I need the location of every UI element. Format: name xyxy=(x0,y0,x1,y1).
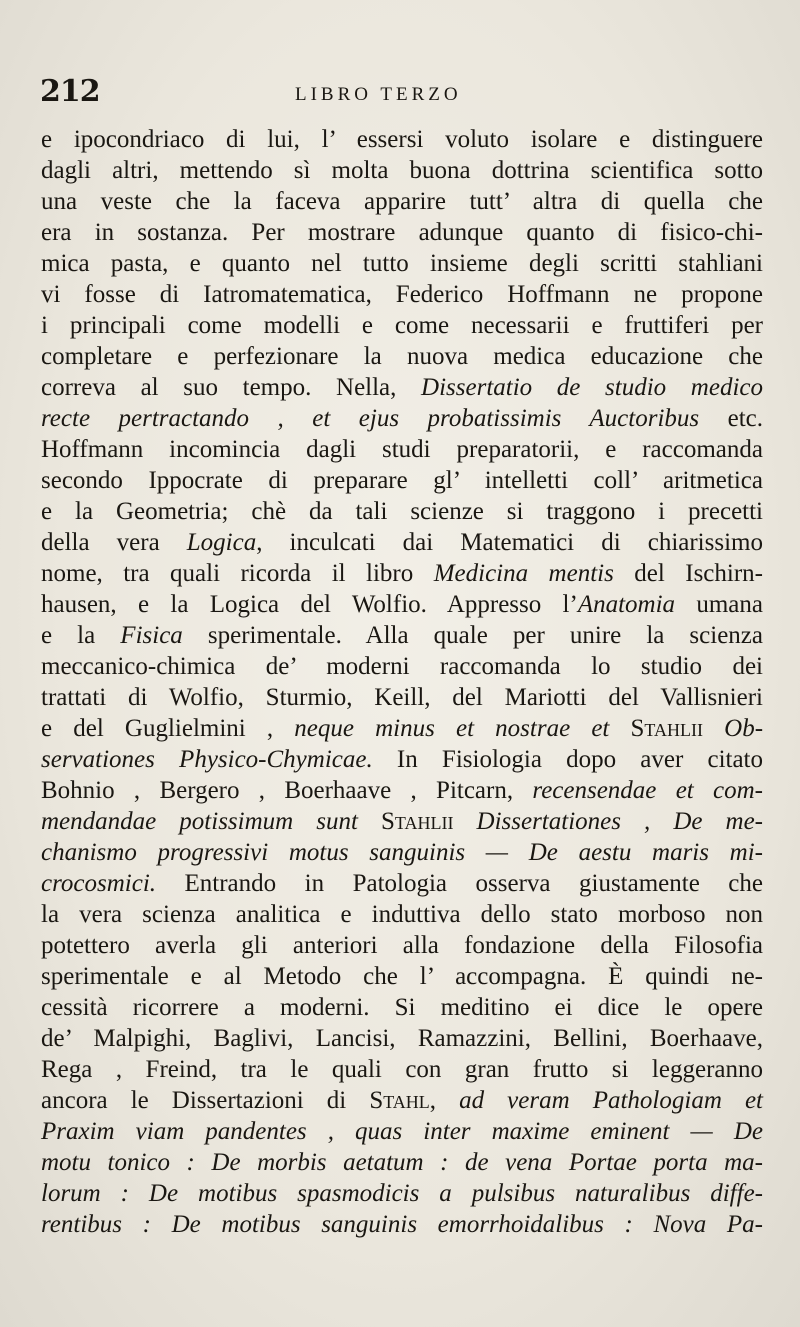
text-line xyxy=(41,837,763,868)
text-span: Rega , Freind, tra le quali con gran frutto si leggeranno xyxy=(41,1056,763,1083)
text-span: e del Guglielmini , xyxy=(41,715,295,742)
text-line xyxy=(41,744,763,775)
text-span: nome, tra quali ricorda il libro xyxy=(41,560,434,587)
text-span: potettero averla gli anteriori alla fondazione della Filosofia xyxy=(41,932,763,959)
italic-span: motu tonico : De morbis aetatum : de vena Portae porta ma- xyxy=(41,1149,763,1176)
italic-span: neque minus et nostrae et xyxy=(294,715,610,742)
page-header xyxy=(40,74,760,114)
text-line xyxy=(41,868,763,899)
text-line xyxy=(41,899,763,930)
italic-span: mendandae potissimum sunt xyxy=(41,808,358,835)
text-line xyxy=(41,496,763,527)
text-line xyxy=(41,713,763,744)
text-span: della vera xyxy=(41,529,187,556)
text-span: mica pasta, e quanto nel tutto insieme degli scritti stahliani xyxy=(41,250,763,277)
italic-span: recensendae et com- xyxy=(532,777,763,804)
text-span: meccanico-chimica de’ moderni raccomanda lo studio dei xyxy=(41,653,763,680)
text-line xyxy=(41,1209,763,1240)
text-line xyxy=(41,806,763,837)
italic-span: crocosmici. xyxy=(41,870,157,897)
text-line xyxy=(41,1147,763,1178)
text-line xyxy=(41,1116,763,1147)
text-line xyxy=(41,527,763,558)
running-head: LIBRO TERZO xyxy=(295,84,462,105)
text-line xyxy=(41,279,763,310)
text-span: sperimentale. Alla quale per unire la scienza xyxy=(182,622,763,649)
text-line xyxy=(41,1178,763,1209)
text-span: ancora le Dissertazioni di xyxy=(41,1087,370,1114)
italic-span: Logica xyxy=(186,529,257,556)
text-span: la vera scienza analitica e induttiva dello stato morboso non xyxy=(41,901,763,928)
small-caps-span: Stahlii xyxy=(381,808,454,835)
text-line xyxy=(41,217,763,248)
text-span: e la xyxy=(41,622,121,649)
text-span: Bohnio , Bergero , Boerhaave , Pitcarn, xyxy=(41,777,533,804)
page-number: 212 xyxy=(40,74,100,109)
body-text xyxy=(41,124,763,1240)
text-line xyxy=(41,155,763,186)
italic-span: Anatomia xyxy=(577,591,676,618)
text-line xyxy=(41,620,763,651)
text-line xyxy=(41,992,763,1023)
small-caps-span: Stahl xyxy=(369,1087,430,1114)
text-span: In Fisiologia dopo aver citato xyxy=(372,746,764,773)
text-span: , xyxy=(429,1087,460,1114)
text-span: Entrando in Patologia osserva giustamente che xyxy=(156,870,763,897)
text-span: e la Geometria; chè da tali scienze si traggono i precetti xyxy=(41,498,763,525)
text-span: una veste che la faceva apparire tutt’ altra di quella che xyxy=(41,188,763,215)
text-line xyxy=(41,434,763,465)
italic-span: recte pertractando , et ejus probatissimis Auctoribus xyxy=(41,405,700,432)
text-line xyxy=(41,930,763,961)
text-line xyxy=(41,341,763,372)
text-span: dagli altri, mettendo sì molta buona dottrina scientifica sotto xyxy=(41,157,763,184)
text-span: e ipocondriaco di lui, l’ essersi voluto isolare e distinguere xyxy=(41,126,763,153)
text-line xyxy=(41,651,763,682)
text-span xyxy=(609,715,630,742)
italic-span: Medicina mentis xyxy=(433,560,614,587)
text-span: etc. xyxy=(699,405,763,432)
italic-span: chanismo progressivi motus sanguinis — De aestu maris mi- xyxy=(41,839,763,866)
text-span: correva al suo tempo. Nella, xyxy=(41,374,422,401)
text-line xyxy=(41,682,763,713)
text-span: , inculcati dai Matematici di chiarissimo xyxy=(256,529,763,556)
text-span: completare e perfezionare la nuova medica educazione che xyxy=(41,343,763,370)
text-span: era in sostanza. Per mostrare adunque quanto di fisico-chi- xyxy=(41,219,763,246)
text-line xyxy=(41,1054,763,1085)
text-line xyxy=(41,1023,763,1054)
text-line xyxy=(41,1085,763,1116)
text-span xyxy=(703,715,724,742)
text-span: de’ Malpighi, Baglivi, Lancisi, Ramazzini, Bellini, Boerhaave, xyxy=(41,1025,763,1052)
text-span: del Ischirn- xyxy=(613,560,763,587)
text-line xyxy=(41,124,763,155)
text-line xyxy=(41,372,763,403)
text-line xyxy=(41,465,763,496)
italic-span: Fisica xyxy=(120,622,183,649)
italic-span: servationes Physico-Chymicae. xyxy=(41,746,373,773)
text-span xyxy=(453,808,476,835)
text-line xyxy=(41,775,763,806)
text-span: i principali come modelli e come necessarii e fruttiferi per xyxy=(41,312,763,339)
text-span: cessità ricorrere a moderni. Si meditino ei dice le opere xyxy=(41,994,763,1021)
italic-span: lorum : De motibus spasmodicis a pulsibus naturalibus diffe- xyxy=(41,1180,763,1207)
text-span: umana xyxy=(675,591,763,618)
text-line xyxy=(41,961,763,992)
italic-span: Dissertatio de studio medico xyxy=(421,374,763,401)
small-caps-span: Stahlii xyxy=(630,715,703,742)
text-span: Hoffmann incomincia dagli studi preparatorii, e raccomanda xyxy=(41,436,763,463)
italic-span: Praxim viam pandentes , quas inter maxime eminent — De xyxy=(41,1118,763,1145)
italic-span: ad veram Pathologiam et xyxy=(459,1087,763,1114)
text-span: vi fosse di Iatromatematica, Federico Hoffmann ne propone xyxy=(41,281,763,308)
text-line xyxy=(41,403,763,434)
italic-span: rentibus : De motibus sanguinis emorrhoidalibus : Nova Pa- xyxy=(41,1211,763,1238)
text-span: trattati di Wolfio, Sturmio, Keill, del Mariotti del Vallisnieri xyxy=(41,684,763,711)
text-line xyxy=(41,186,763,217)
text-line xyxy=(41,589,763,620)
text-line xyxy=(41,248,763,279)
text-line xyxy=(41,558,763,589)
text-span: hausen, e la Logica del Wolfio. Appresso l’ xyxy=(41,591,578,618)
italic-span: Dissertationes , De me- xyxy=(476,808,764,835)
text-span: sperimentale e al Metodo che l’ accompagna. È quindi ne- xyxy=(41,963,763,990)
text-line xyxy=(41,310,763,341)
text-span: secondo Ippocrate di preparare gl’ intelletti coll’ aritmetica xyxy=(41,467,763,494)
text-span xyxy=(358,808,381,835)
italic-span: Ob- xyxy=(724,715,764,742)
